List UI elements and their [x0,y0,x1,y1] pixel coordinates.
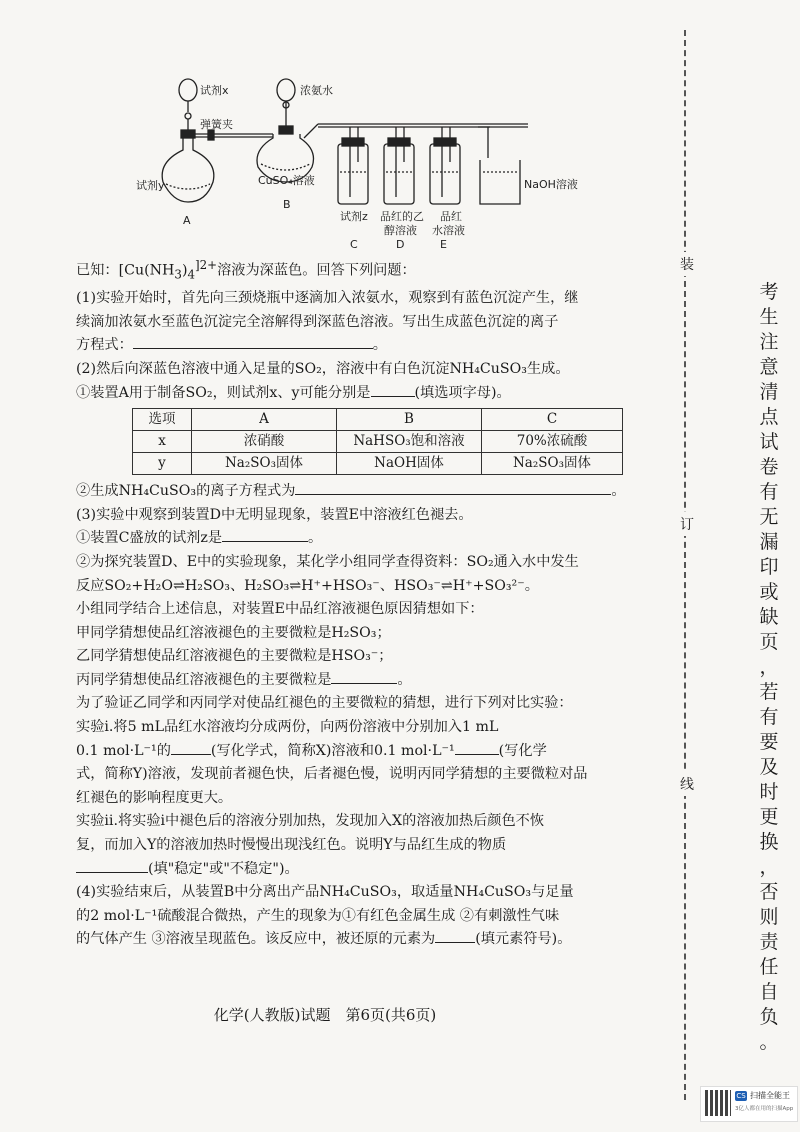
q3-y-blank[interactable] [455,740,499,755]
apparatus-c [338,127,368,204]
q4-element-blank[interactable] [435,928,475,943]
q3-line-b [76,527,676,551]
label-b: B [283,198,291,211]
notice-char: 生 [759,306,779,328]
notice-char: 任 [759,956,779,978]
q2-period: 。 [611,483,626,500]
table-cell: 70%浓硫酸 [482,431,623,453]
label-d: D [396,238,405,251]
binding-line [684,30,686,1100]
notice-char: 卷 [759,456,779,478]
q3-k2-text: (写化学式，简称X)溶液和0.1 mol·L⁻¹ [210,742,455,759]
q3-bing-blank[interactable] [331,669,397,684]
question-body [76,254,676,952]
table-cell: x [133,431,192,453]
label-naoh: NaOH溶液 [524,178,578,191]
notice-char: 印 [759,556,779,578]
binding-mark-zhuang: 装 [680,252,694,276]
table-cell: C [482,409,623,431]
q3-line-a: (3)实验中观察到装置D中无明显现象，装置E中溶液红色褪去。 [76,506,473,523]
q3-line-n: 实验ⅱ.将实验ⅰ中褪色后的溶液分别加热，发现加入X的溶液加热后颜色不恢 [76,813,545,830]
notice-char: 更 [759,806,779,828]
known-line [76,254,676,287]
q2-b1-text: ①装置A用于制备SO₂，则试剂x、y可能分别是 [76,384,371,401]
q2-line-c [76,480,676,504]
apparatus-a [162,79,273,202]
known-sub: 3 [174,267,182,282]
label-pinhong-ethanol-1: 品红的乙 [380,210,424,223]
page-footer: 化学(人教版)试题 第6页(共6页) [213,1006,437,1024]
notice-char: 或 [759,581,779,603]
options-table [132,408,623,475]
q2-b2-text: (填选项字母)。 [414,384,511,401]
q3-line-p [76,858,676,882]
scanner-title: 扫描全能王 [750,1091,790,1100]
notice-char: 有 [759,481,779,503]
q3-line-g: 乙同学猜想使品红溶液褪色的主要微粒是HSO₃⁻； [76,648,393,665]
q1-answer-blank[interactable] [133,334,373,349]
table-row [133,409,623,431]
q3-line-f: 甲同学猜想使品红溶液褪色的主要微粒是H₂SO₃； [76,624,391,641]
q3-h-period: 。 [397,671,412,688]
q3-k3-text: (写化学 [498,742,547,759]
label-reagent-y: 试剂y [136,179,165,192]
notice-char: 要 [759,731,779,753]
q3-line-o: 复，而加入Y的溶液加热时慢慢出现浅红色。说明Y与品红生成的物质 [76,837,507,854]
notice-char: 负 [759,1006,779,1028]
q4-line-b: 的2 mol·L⁻¹硫酸混合微热，产生的现象为①有红色金属生成 ②有刺激性气味 [76,907,560,924]
notice-char: 及 [759,756,779,778]
q1-period: 。 [372,337,387,354]
notice-char: 则 [759,906,779,928]
q4-c2-text: (填元素符号)。 [475,931,572,948]
label-reagent-z: 试剂z [340,210,368,223]
label-cuso4: CuSO₄溶液 [258,174,315,187]
q4-line-c [76,928,676,952]
table-cell: y [133,453,192,475]
q3-line-l: 式，简称Y)溶液，发现前者褪色快，后者褪色慢，说明丙同学猜想的主要微粒对品 [76,766,588,783]
q2-line-a: (2)然后向深蓝色溶液中通入足量的SO₂，溶液中有白色沉淀NH₄CuSO₃生成。 [76,360,570,377]
label-pinhong-water-2: 水溶液 [432,224,465,237]
known-post: 溶液为深蓝色。回答下列问题： [217,262,416,279]
q1-line-a: (1)实验开始时，首先向三颈烧瓶中逐滴加入浓氨水，观察到有蓝色沉淀产生，继 [76,290,579,307]
table-cell: A [192,409,337,431]
q3-line-e: 小组同学结合上述信息，对装置E中品红溶液褪色原因猜想如下： [76,601,484,618]
label-a: A [183,214,191,227]
notice-char: 无 [759,506,779,528]
q1-line-c [76,334,676,358]
known-mid: ) [181,262,188,279]
known-sup: ]2+ [195,258,218,272]
q3-b1-text: ①装置C盛放的试剂z是 [76,530,223,547]
q3-x-blank[interactable] [171,740,211,755]
q3-line-h [76,669,676,693]
binding-mark-ding: 订 [680,512,694,536]
table-cell: Na₂SO₃固体 [482,453,623,475]
known-sub2: 4 [187,267,196,282]
table-cell: Na₂SO₃固体 [192,453,337,475]
notice-char: 意 [759,356,779,378]
notice-char: 清 [759,381,779,403]
label-e: E [440,238,447,251]
apparatus-e [430,127,460,204]
q1-c-text: 方程式： [76,337,133,354]
q3-stability-blank[interactable] [76,858,148,873]
q2-equation-blank[interactable] [295,480,611,495]
cs-logo-icon: CS [736,1092,746,1100]
notice-char: 漏 [759,531,779,553]
label-c: C [350,238,358,251]
notice-char: 。 [759,1031,779,1053]
table-cell: NaHSO₃饱和溶液 [337,431,482,453]
notice-char: 有 [759,706,779,728]
q1-line-b: 续滴加浓氨水至蓝色沉淀完全溶解得到深蓝色溶液。写出生成蓝色沉淀的离子 [76,313,559,330]
q3-line-i: 为了验证乙同学和丙同学对使品红褪色的主要微粒的猜想，进行下列对比实验： [76,695,573,712]
notice-char: ， [759,856,779,878]
apparatus-diagram [128,72,608,258]
naoh-beaker [478,127,520,204]
notice-char: 换 [759,831,779,853]
table-cell: 选项 [133,409,192,431]
notice-char: ， [759,656,779,678]
q4-c1-text: 的气体产生 ③溶液呈现蓝色。该反应中，被还原的元素为 [76,931,436,948]
table-row [133,431,623,453]
vertical-notice [754,280,784,1055]
scanner-watermark [700,1086,798,1122]
binding-mark-xian: 线 [680,772,694,796]
label-reagent-x: 试剂x [200,84,229,97]
q3-period: 。 [308,530,323,547]
label-pinhong-water-1: 品红 [440,210,462,223]
qr-code-icon [705,1090,731,1116]
notice-char: 页 [759,631,779,653]
q2-answer-blank[interactable] [371,382,415,397]
q3-h1-text: 丙同学猜想使品红溶液褪色的主要微粒是 [76,671,332,688]
q3-line-d: 反应SO₂+H₂O⇌H₂SO₃、H₂SO₃⇌H⁺+HSO₃⁻、HSO₃⁻⇌H⁺+SO₃²⁻。 [76,577,539,594]
label-pinhong-ethanol-2: 醇溶液 [384,224,417,237]
q2-line-b [76,382,676,406]
scanner-subtitle: 3亿人都在用的扫描App [735,1106,794,1112]
notice-char: 若 [759,681,779,703]
q3-line-j: 实验ⅰ.将5 mL品红水溶液均分成两份，向两份溶液中分别加入1 mL [76,719,499,736]
apparatus-d [384,127,414,204]
notice-char: 时 [759,781,779,803]
q3-z-blank[interactable] [222,527,308,542]
notice-char: 注 [759,331,779,353]
label-spring-clip: 弹簧夹 [200,118,233,131]
table-cell: 浓硝酸 [192,431,337,453]
q3-line-k [76,740,676,764]
notice-char: 试 [759,431,779,453]
notice-char: 否 [759,881,779,903]
known-pre: 已知：[Cu(NH [76,262,175,279]
notice-char: 考 [759,281,779,303]
table-cell: B [337,409,482,431]
notice-char: 自 [759,981,779,1003]
notice-char: 缺 [759,606,779,628]
q3-p-text: (填"稳定"或"不稳定")。 [148,860,299,877]
q3-line-c: ②为探究装置D、E中的实验现象，某化学小组同学查得资料：SO₂通入水中发生 [76,553,579,570]
label-conc-ammonia: 浓氨水 [300,84,333,97]
q2-c1-text: ②生成NH₄CuSO₃的离子方程式为 [76,483,296,500]
notice-char: 责 [759,931,779,953]
table-cell: NaOH固体 [337,453,482,475]
notice-char: 点 [759,406,779,428]
q4-line-a: (4)实验结束后，从装置B中分离出产品NH₄CuSO₃，取适量NH₄CuSO₃与足量 [76,884,574,901]
q3-k1-text: 0.1 mol·L⁻¹的 [76,742,171,759]
q3-line-m: 红褪色的影响程度更大。 [76,789,233,806]
table-row [133,453,623,475]
